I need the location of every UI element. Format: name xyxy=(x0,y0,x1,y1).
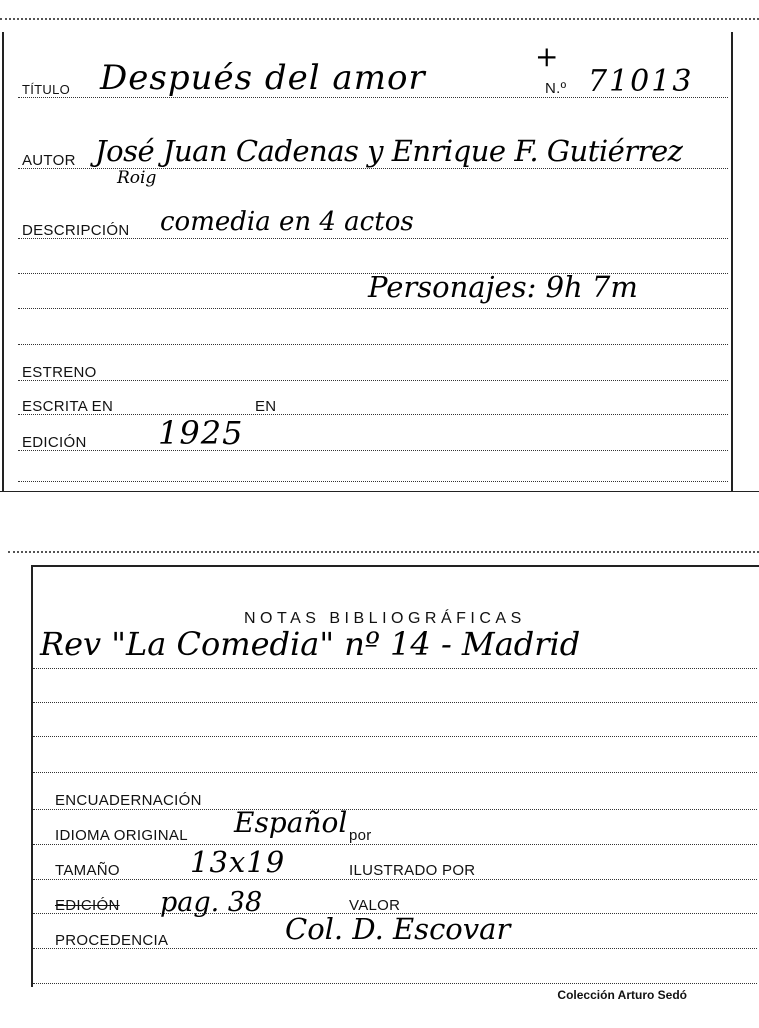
label-ilustrado-por: ILUSTRADO POR xyxy=(349,862,476,879)
handwritten-autor-extra: Roig xyxy=(117,168,157,188)
label-autor: AUTOR xyxy=(22,152,76,169)
rule-nota-4 xyxy=(33,772,757,773)
label-edicion-bottom: EDICIÓN xyxy=(55,897,120,914)
label-valor: VALOR xyxy=(349,897,401,914)
collection-credit: Colección Arturo Sedó xyxy=(557,988,687,1002)
label-edicion-top: EDICIÓN xyxy=(22,434,87,451)
rule-estreno xyxy=(18,380,728,381)
rule-nota-2 xyxy=(33,702,757,703)
handwritten-plus-mark: + xyxy=(535,40,559,73)
handwritten-edicion-year: 1925 xyxy=(158,414,244,452)
label-titulo: TÍTULO xyxy=(22,82,71,97)
handwritten-numero: 71013 xyxy=(588,64,694,99)
scan-edge-top xyxy=(0,18,759,20)
rule-escrita xyxy=(18,414,728,415)
scan-edge-middle xyxy=(8,551,759,553)
rule-blank-2 xyxy=(18,344,728,345)
handwritten-personajes: Personajes: 9h 7m xyxy=(368,270,638,304)
label-por: por xyxy=(349,827,372,844)
handwritten-autor: José Juan Cadenas y Enrique F. Gutiérrez xyxy=(95,134,683,168)
label-escrita-en: ESCRITA EN xyxy=(22,398,114,415)
rule-bottom-top-card xyxy=(18,481,728,482)
label-en: EN xyxy=(255,398,277,415)
label-numero: N.º xyxy=(545,80,567,97)
label-tamano: TAMAÑO xyxy=(55,862,120,879)
handwritten-paginas: pag. 38 xyxy=(160,887,263,918)
notas-bibliograficas-title: NOTAS BIBLIOGRÁFICAS xyxy=(244,610,526,627)
handwritten-titulo: Después del amor xyxy=(100,58,426,98)
card-cut-line xyxy=(0,491,759,492)
rule-idioma xyxy=(33,844,757,845)
catalog-card-top xyxy=(2,32,733,492)
rule-personajes xyxy=(18,308,728,309)
label-encuadernacion: ENCUADERNACIÓN xyxy=(55,792,202,809)
rule-last xyxy=(33,983,757,984)
handwritten-descripcion: comedia en 4 actos xyxy=(160,207,414,237)
rule-encuadernacion xyxy=(33,809,757,810)
handwritten-tamano: 13x19 xyxy=(190,845,286,879)
rule-nota-1 xyxy=(33,668,757,669)
label-descripcion: DESCRIPCIÓN xyxy=(22,222,130,239)
handwritten-idioma: Español xyxy=(234,806,348,839)
label-idioma-original: IDIOMA ORIGINAL xyxy=(55,827,188,844)
label-estreno: ESTRENO xyxy=(22,364,97,381)
label-procedencia: PROCEDENCIA xyxy=(55,932,169,949)
rule-nota-3 xyxy=(33,736,757,737)
handwritten-procedencia: Col. D. Escovar xyxy=(285,912,511,946)
rule-edicion xyxy=(18,450,728,451)
handwritten-nota: Rev "La Comedia" nº 14 - Madrid xyxy=(40,625,581,663)
rule-tamano xyxy=(33,879,757,880)
